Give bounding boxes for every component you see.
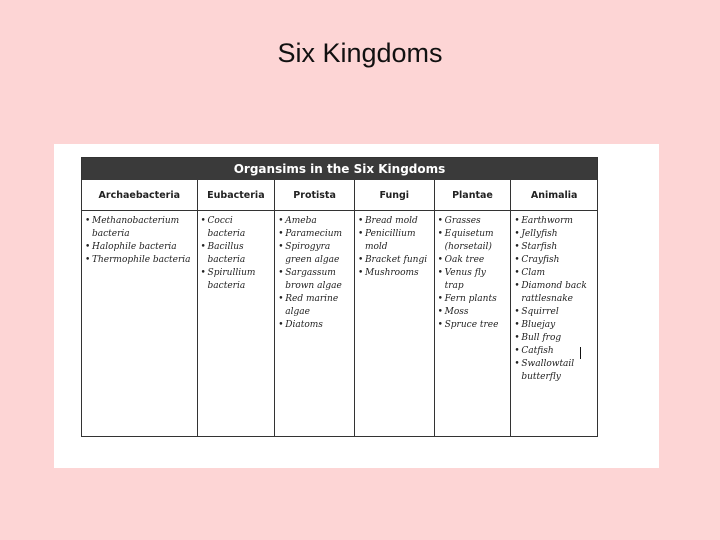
list-item: • Spruce tree [438, 319, 509, 332]
list-item: • Spirullium bacteria [201, 267, 273, 293]
list-item: • Halophile bacteria [85, 241, 195, 254]
header-fungi: Fungi [355, 180, 435, 210]
list-item: • Moss [438, 306, 509, 319]
list-item: • Bull frog [514, 332, 595, 345]
header-plantae: Plantae [435, 180, 512, 210]
list-item: • Jellyfish [514, 228, 595, 241]
list-item: • Fern plants [438, 293, 509, 306]
table-body-row [82, 211, 597, 437]
list-item: • Diamond back rattlesnake [514, 280, 595, 306]
header-eubacteria: Eubacteria [198, 180, 276, 210]
list-item: • Grasses [438, 215, 509, 228]
column-eubacteria [198, 211, 276, 437]
column-protista [275, 211, 355, 437]
table-header-row [82, 180, 597, 211]
list-item: • Bacillus bacteria [201, 241, 273, 267]
table-title: Organsims in the Six Kingdoms [82, 158, 597, 180]
header-protista: Protista [275, 180, 355, 210]
list-item: • Clam [514, 267, 595, 280]
list-item: • Cocci bacteria [201, 215, 273, 241]
header-archaebacteria: Archaebacteria [82, 180, 198, 210]
list-item: • Paramecium [278, 228, 352, 241]
list-item: • Diatoms [278, 319, 352, 332]
table-image-panel [54, 144, 659, 468]
list-item: • Red marine algae [278, 293, 352, 319]
slide-title: Six Kingdoms [277, 38, 443, 68]
list-item: • Earthworm [514, 215, 595, 228]
list-item: • Squirrel [514, 306, 595, 319]
column-archaebacteria [82, 211, 198, 437]
list-item: • Equisetum (horsetail) [438, 228, 509, 254]
list-item: • Swallowtail butterfly [514, 358, 595, 384]
list-item: • Methanobacterium bacteria [85, 215, 195, 241]
list-item: • Crayfish [514, 254, 595, 267]
list-item: • Venus fly trap [438, 267, 509, 293]
column-plantae [435, 211, 512, 437]
list-item: • Thermophile bacteria [85, 254, 195, 267]
list-item: • Mushrooms [358, 267, 432, 280]
list-item: • Sargassum brown algae [278, 267, 352, 293]
list-item: • Bracket fungi [358, 254, 432, 267]
header-animalia: Animalia [530, 189, 578, 201]
list-item: • Bread mold [358, 215, 432, 228]
list-item: • Catfish [514, 345, 595, 358]
column-animalia [511, 211, 597, 437]
list-item: • Spirogyra green algae [278, 241, 352, 267]
column-fungi [355, 211, 435, 437]
list-item: • Penicillium mold [358, 228, 432, 254]
list-item: • Ameba [278, 215, 352, 228]
kingdoms-table [81, 157, 598, 437]
text-cursor [580, 347, 581, 359]
list-item: • Bluejay [514, 319, 595, 332]
list-item: • Starfish [514, 241, 595, 254]
list-item: • Oak tree [438, 254, 509, 267]
